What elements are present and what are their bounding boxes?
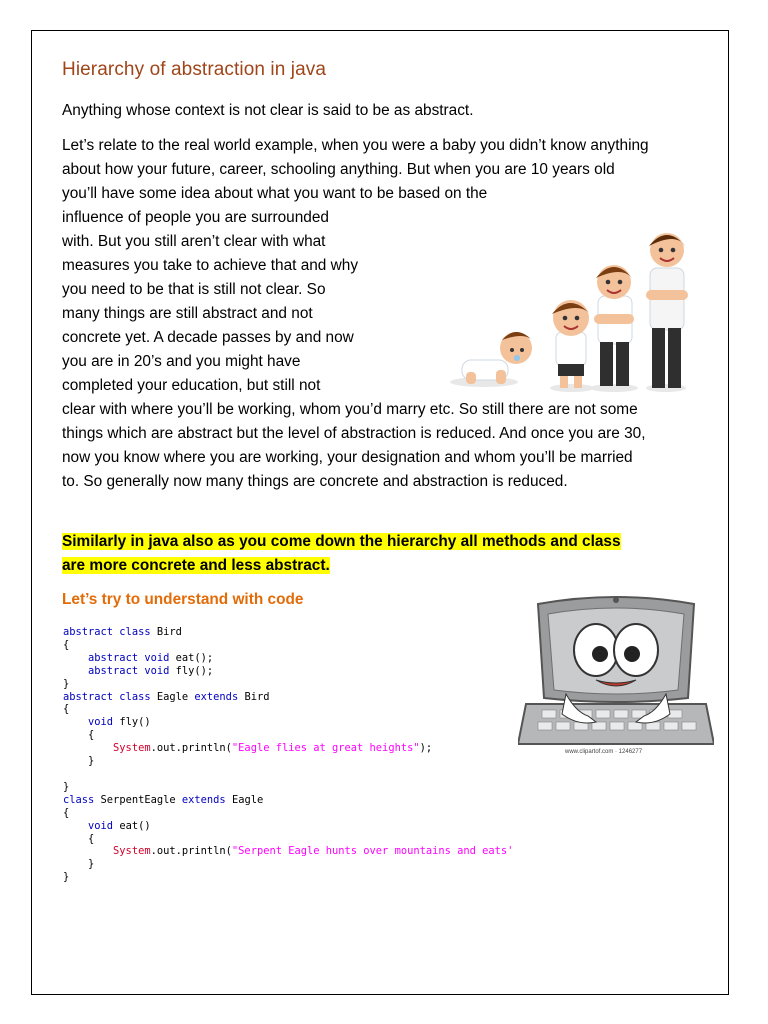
- example-paragraph-bottom: clear with where you’ll be working, whom you’d marry etc. So still there are not some things which are abstract but the level of abstraction is reduced. And once you are 30, now you know where you are working, your designation and whom you’ll be married to. So generally now many things are concrete and abstraction is reduced.: [62, 401, 646, 490]
- highlighted-statement: [62, 530, 642, 578]
- code-subheading: Let’s try to understand with code: [62, 591, 304, 608]
- cartoon-laptop-illustration: [518, 594, 714, 760]
- growing-children-illustration: [444, 210, 688, 392]
- example-paragraph-top: Let’s relate to the real world example, when you were a baby you didn’t know anything about how your future, career, schooling anything. But when you are 10 years old you’ll have some idea about what you want to be based on the: [62, 137, 649, 202]
- boy-figure: [590, 265, 638, 392]
- highlighted-text: Similarly in java also as you come down the hierarchy all methods and class are more concrete and less abstract.: [62, 533, 621, 574]
- baby-figure: [450, 332, 532, 387]
- clipart-credit: www.clipartof.com · 1246277: [565, 749, 643, 755]
- toddler-figure: [550, 300, 594, 392]
- java-code-block: abstract class Bird { abstract void eat(); abstract void fly(); } abstract class Eagle extends Bird { void fly() { System.out.println("Eagle flies at great heights"); } } class SerpentEagle extends Eagle { void eat() { System.out.println("Serpent Eagle hunts over mountains and eats' } }: [63, 626, 514, 884]
- example-paragraph-side: influence of people you are surrounded with. But you still aren’t clear with what measures you take to achieve that and why you need to be that is still not clear. So many things are still abstract and not concrete yet. A decade passes by and now you are in 20’s and you might have completed your education, but still not: [62, 209, 359, 394]
- intro-paragraph: Anything whose context is not clear is said to be as abstract.: [62, 102, 474, 119]
- young-man-figure: [646, 233, 688, 392]
- page-title: Hierarchy of abstraction in java: [62, 59, 327, 80]
